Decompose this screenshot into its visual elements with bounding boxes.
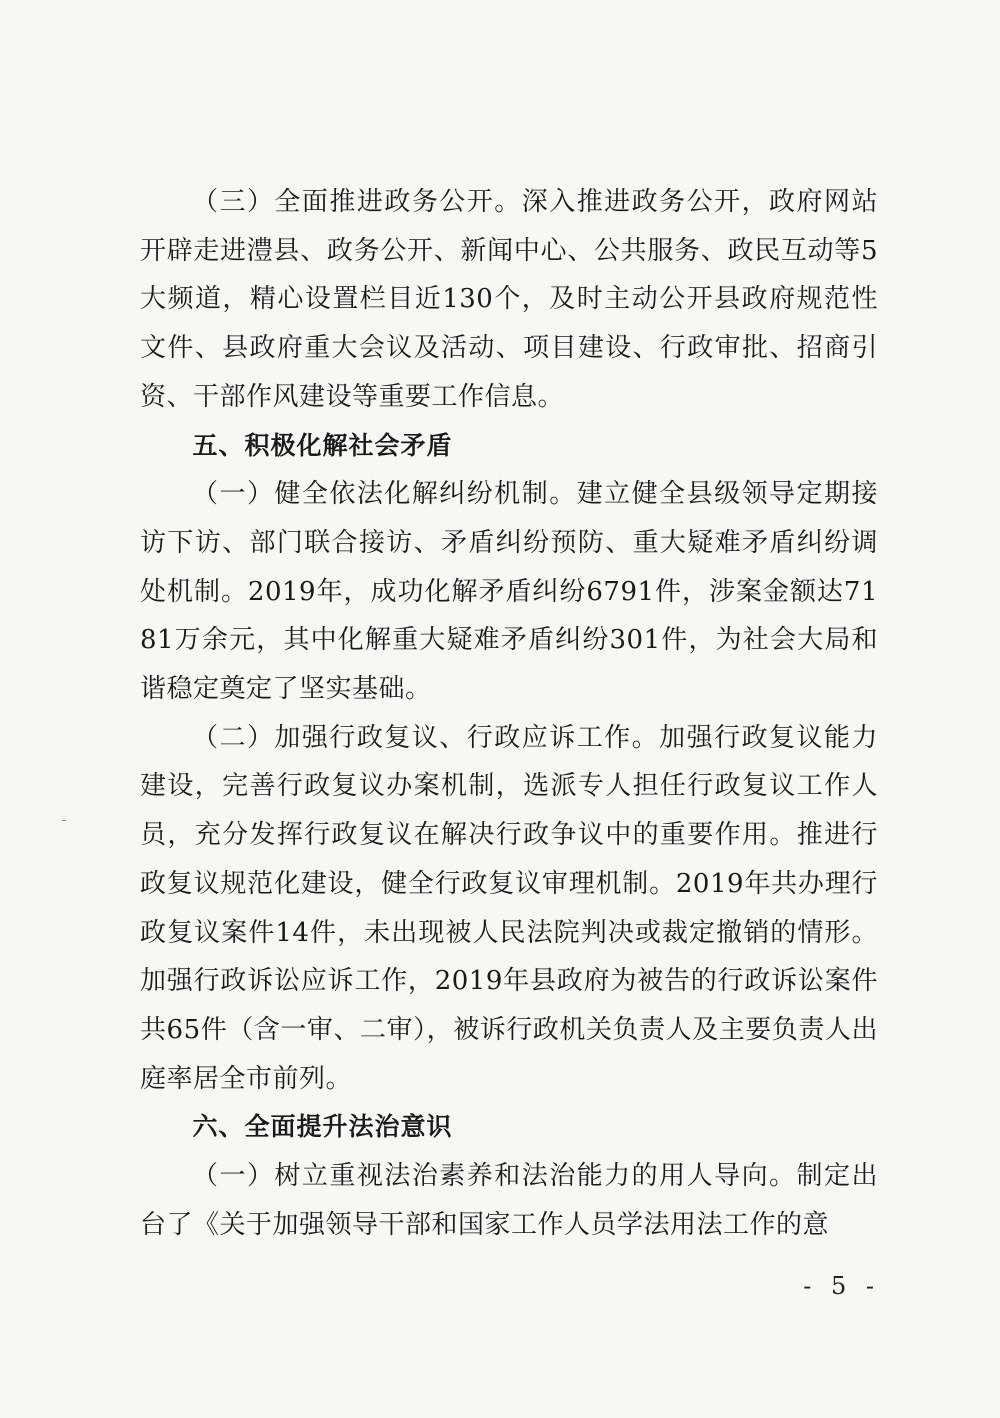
paragraph-government-affairs-openness: （三）全面推进政务公开。深入推进政务公开，政府网站开辟走进澧县、政务公开、新闻中心、公共服务、政民互动等5大频道，精心设置栏目近130个，及时主动公开县政府规范性文件、县政府重大会议及活动、项目建设、行政审批、招商引资、干部作风建设等重要工作信息。 xyxy=(140,187,878,412)
document-body xyxy=(140,178,878,1249)
section-heading-legal-awareness: 六、全面提升法治意识 xyxy=(192,1112,453,1142)
paragraph-administrative-review: （二）加强行政复议、行政应诉工作。加强行政复议能力建设，完善行政复议办案机制，选派专人担任行政复议工作人员，充分发挥行政复议在解决行政争议中的重要作用。推进行政复议规范化建设，健全行政复议审理机制。2019年共办理行政复议案件14件，未出现被人民法院判决或裁定撤销的情形。加强行政诉讼应诉工作，2019年县政府为被告的行政诉讼案件共65件（含一审、二审），被诉行政机关负责人及主要负责人出庭率居全市前列。 xyxy=(140,722,878,1094)
paragraph-dispute-resolution: （一）健全依法化解纠纷机制。建立健全县级领导定期接访下访、部门联合接访、矛盾纠纷预防、重大疑难矛盾纠纷调处机制。2019年，成功化解矛盾纠纷6791件，涉案金额达7181万余元，其中化解重大疑难矛盾纠纷301件，为社会大局和谐稳定奠定了坚实基础。 xyxy=(140,479,878,705)
paragraph-legal-literacy: （一）树立重视法治素养和法治能力的用人导向。制定出台了《关于加强领导干部和国家工作人员学法用法工作的意 xyxy=(140,1161,878,1240)
section-heading-resolve-conflicts: 五、积极化解社会矛盾 xyxy=(192,430,453,460)
scan-speck xyxy=(62,820,66,821)
page-number: - 5 - xyxy=(803,1272,880,1300)
